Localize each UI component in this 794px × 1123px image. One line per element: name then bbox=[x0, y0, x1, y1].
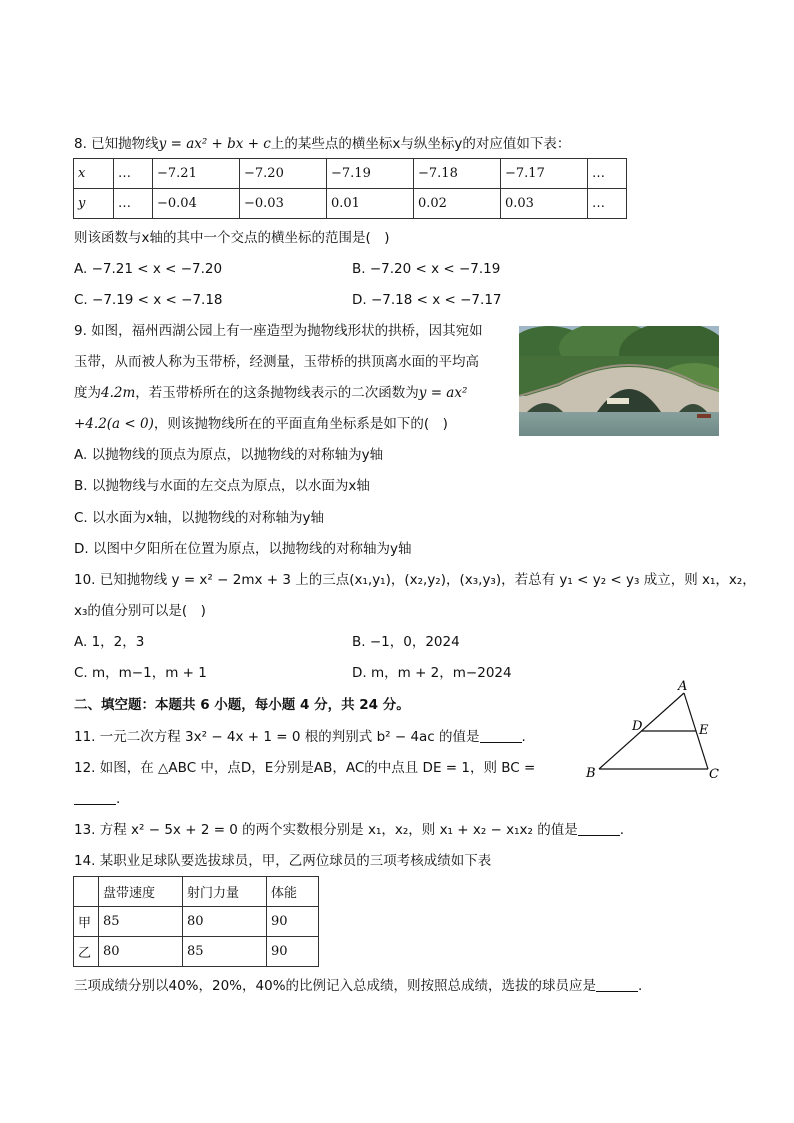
q8-stem bbox=[74, 135, 570, 153]
table-cell: … bbox=[114, 159, 153, 189]
label-c: C bbox=[709, 767, 719, 782]
q9-formula: y = ax² bbox=[418, 385, 468, 401]
q8-table bbox=[73, 158, 627, 219]
table-cell: −7.21 bbox=[153, 159, 240, 189]
table-cell: −0.03 bbox=[240, 189, 327, 219]
q11-answer-blank[interactable] bbox=[480, 729, 522, 743]
q8-question: 则该函数与x轴的其中一个交点的横坐标的范围是( ) bbox=[74, 230, 390, 246]
q11 bbox=[74, 728, 526, 746]
q10-option-d: D. m，m + 2，m−2024 bbox=[352, 665, 512, 681]
q8-option-d: D. −7.18 < x < −7.17 bbox=[352, 292, 502, 308]
q14-footer-text: 三项成绩分别以40%，20%，40%的比例记入总成绩，则按照总成绩，选拔的球员应是 bbox=[74, 978, 597, 994]
q12-line-1: 12. 如图，在 △ABC 中，点D，E分别是AB，AC的中点且 DE = 1，则 BC = bbox=[74, 760, 536, 776]
table-header-cell bbox=[74, 877, 99, 907]
q12-answer-blank[interactable] bbox=[74, 791, 116, 805]
table-cell: −7.17 bbox=[501, 159, 588, 189]
table-cell: −7.18 bbox=[414, 159, 501, 189]
table-row bbox=[74, 159, 627, 189]
q8-stem-formula: y = ax² + bx + c bbox=[158, 136, 271, 152]
q13-period: . bbox=[619, 822, 625, 838]
q12-period: . bbox=[116, 791, 121, 807]
q14-footer bbox=[74, 977, 642, 995]
q14-answer-blank[interactable] bbox=[596, 978, 638, 992]
table-cell: −7.20 bbox=[240, 159, 327, 189]
q10-option-b: B. −1，0，2024 bbox=[352, 634, 460, 650]
q8-stem-pre: 8. 已知抛物线 bbox=[74, 136, 159, 152]
q12-line-2 bbox=[74, 790, 120, 808]
table-cell: 0.01 bbox=[327, 189, 414, 219]
table-cell: y bbox=[74, 189, 114, 219]
label-d: D bbox=[632, 719, 643, 734]
table-cell: … bbox=[114, 189, 153, 219]
label-e: E bbox=[699, 723, 709, 738]
q14-table bbox=[73, 876, 319, 967]
table-row bbox=[74, 189, 627, 219]
q8-option-b: B. −7.20 < x < −7.19 bbox=[352, 261, 501, 277]
q14-period: . bbox=[638, 978, 643, 994]
table-cell: 90 bbox=[267, 907, 319, 937]
table-header-row bbox=[74, 877, 319, 907]
table-header-cell: 盘带速度 bbox=[99, 877, 183, 907]
q9-height-value: 4.2m bbox=[101, 385, 136, 401]
table-cell: 甲 bbox=[74, 907, 99, 937]
bridge-photo bbox=[519, 326, 719, 436]
q8-option-c: C. −7.19 < x < −7.18 bbox=[74, 292, 223, 308]
q8-stem-post: 上的某些点的横坐标x与纵坐标y的对应值如下表： bbox=[270, 136, 571, 152]
table-cell: 80 bbox=[99, 937, 183, 967]
table-row bbox=[74, 907, 319, 937]
q13-answer-blank[interactable] bbox=[578, 822, 620, 836]
q9-line3-pre: 度为 bbox=[74, 385, 101, 401]
table-header-cell: 射门力量 bbox=[183, 877, 267, 907]
table-cell: 80 bbox=[183, 907, 267, 937]
section-title bbox=[74, 696, 410, 714]
q11-period: . bbox=[521, 729, 526, 745]
q9-option-b: B. 以抛物线与水面的左交点为原点，以水面为x轴 bbox=[74, 478, 370, 494]
q8-option-a: A. −7.21 < x < −7.20 bbox=[74, 261, 223, 277]
bridge-image bbox=[519, 326, 719, 436]
table-cell: 85 bbox=[99, 907, 183, 937]
table-row bbox=[74, 937, 319, 967]
table-cell: … bbox=[588, 189, 627, 219]
q9-line4-post: ，则该抛物线所在的平面直角坐标系是如下的( ) bbox=[153, 416, 448, 432]
q14-stem: 14. 某职业足球队要选拔球员，甲，乙两位球员的三项考核成绩如下表 bbox=[74, 853, 492, 869]
table-cell: −7.19 bbox=[327, 159, 414, 189]
triangle-diagram bbox=[580, 678, 725, 786]
triangle-figure bbox=[580, 678, 725, 786]
table-cell: … bbox=[588, 159, 627, 189]
table-cell: 85 bbox=[183, 937, 267, 967]
table-cell: 乙 bbox=[74, 937, 99, 967]
q10-line-1: 10. 已知抛物线 y = x² − 2mx + 3 上的三点(x₁,y₁)，(x₂,y₂)，(x₃,y₃)，若总有 y₁ < y₂ < y₃ 成立，则 x₁，x₂， bbox=[74, 572, 756, 588]
q9-line-4 bbox=[74, 415, 448, 433]
q9-option-c: C. 以水面为x轴，以抛物线的对称轴为y轴 bbox=[74, 510, 324, 526]
table-cell: x bbox=[74, 159, 114, 189]
q9-line-3 bbox=[74, 384, 467, 402]
q10-line-2: x₃的值分别可以是( ) bbox=[74, 603, 206, 619]
table-header-cell: 体能 bbox=[267, 877, 319, 907]
q9-formula-cont: +4.2(a < 0) bbox=[74, 416, 154, 432]
section-title-text: 二、填空题：本题共 6 小题，每小题 4 分，共 24 分。 bbox=[74, 697, 410, 713]
q13-text: 13. 方程 x² − 5x + 2 = 0 的两个实数根分别是 x₁，x₂，则 x₁ + x₂ − x₁x₂ 的值是 bbox=[74, 822, 578, 838]
q9-option-d: D. 以图中夕阳所在位置为原点，以抛物线的对称轴为y轴 bbox=[74, 541, 412, 557]
q9-option-a: A. 以抛物线的顶点为原点，以抛物线的对称轴为y轴 bbox=[74, 447, 384, 463]
table-cell: 90 bbox=[267, 937, 319, 967]
table-cell: −0.04 bbox=[153, 189, 240, 219]
q9-line-1: 9. 如图，福州西湖公园上有一座造型为抛物线形状的拱桥，因其宛如 bbox=[74, 323, 483, 339]
q10-option-a: A. 1，2，3 bbox=[74, 634, 145, 650]
q11-text: 11. 一元二次方程 3x² − 4x + 1 = 0 根的判别式 b² − 4ac 的值是 bbox=[74, 729, 480, 745]
table-cell: 0.02 bbox=[414, 189, 501, 219]
table-cell: 0.03 bbox=[501, 189, 588, 219]
q9-line-2: 玉带，从而被人称为玉带桥，经测量，玉带桥的拱顶离水面的平均高 bbox=[74, 354, 479, 370]
label-b: B bbox=[586, 766, 596, 781]
q9-line3-mid: ，若玉带桥所在的这条抛物线表示的二次函数为 bbox=[135, 385, 419, 401]
q13 bbox=[74, 821, 624, 839]
q10-option-c: C. m，m−1，m + 1 bbox=[74, 665, 207, 681]
label-a: A bbox=[678, 679, 688, 694]
